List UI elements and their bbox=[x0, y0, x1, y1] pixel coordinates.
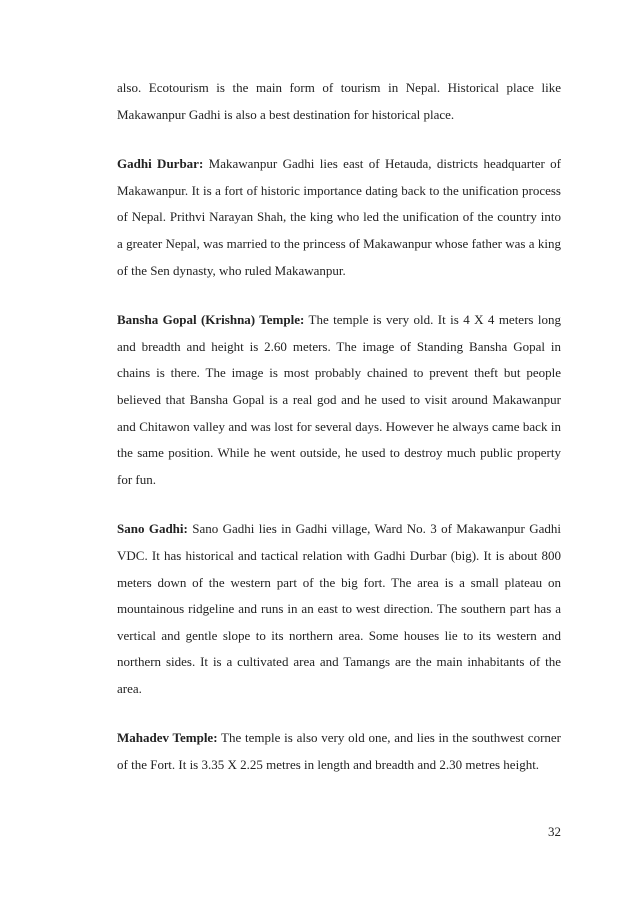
bansha-gopal-paragraph bbox=[117, 307, 561, 493]
mahadev-temple-paragraph bbox=[117, 725, 561, 778]
sano-gadhi-text: Sano Gadhi lies in Gadhi village, Ward No. 3 of Makawanpur Gadhi VDC. It has historical and tactical relation with Gadhi Durbar (big). It is about 800 meters down of the western part of the big fort. The area is a small plateau on mountainous ridgeline and runs in an east to west direction. The southern part has a vertical and gentle slope to its northern area. Some houses lie to its western and northern sides. It is a cultivated area and Tamangs are the main inhabitants of the area. bbox=[117, 521, 561, 696]
intro-paragraph bbox=[117, 75, 561, 128]
bansha-gopal-text: The temple is very old. It is 4 X 4 meters long and breadth and height is 2.60 meters. The image of Standing Bansha Gopal in chains is there. The image is most probably chained to prevent theft but people believed that Bansha Gopal is a real god and he used to visit around Makawanpur and Chitawon valley and was lost for several days. However he always came back in the same position. While he went outside, he used to destroy much public property for fun. bbox=[117, 312, 561, 487]
body-text bbox=[117, 75, 561, 779]
page-number: 32 bbox=[548, 824, 561, 839]
bansha-gopal-heading: Bansha Gopal (Krishna) Temple: bbox=[117, 312, 305, 328]
mahadev-temple-heading: Mahadev Temple: bbox=[117, 730, 218, 746]
sano-gadhi-paragraph bbox=[117, 516, 561, 702]
sano-gadhi-heading: Sano Gadhi: bbox=[117, 521, 188, 537]
gadhi-durbar-paragraph bbox=[117, 151, 561, 284]
intro-paragraph-text: also. Ecotourism is the main form of tourism in Nepal. Historical place like Makawanpur Gadhi is also a best destination for historical place. bbox=[117, 80, 561, 122]
gadhi-durbar-heading: Gadhi Durbar: bbox=[117, 156, 204, 172]
gadhi-durbar-text: Makawanpur Gadhi lies east of Hetauda, districts headquarter of Makawanpur. It is a fort of historic importance dating back to the unification process of Nepal. Prithvi Narayan Shah, the king who led the unification of the country into a greater Nepal, was married to the princess of Makawanpur whose father was a king of the Sen dynasty, who ruled Makawanpur. bbox=[117, 156, 561, 278]
mahadev-temple-text: The temple is also very old one, and lies in the southwest corner of the Fort. It is 3.35 X 2.25 metres in length and breadth and 2.30 metres height. bbox=[117, 730, 561, 773]
